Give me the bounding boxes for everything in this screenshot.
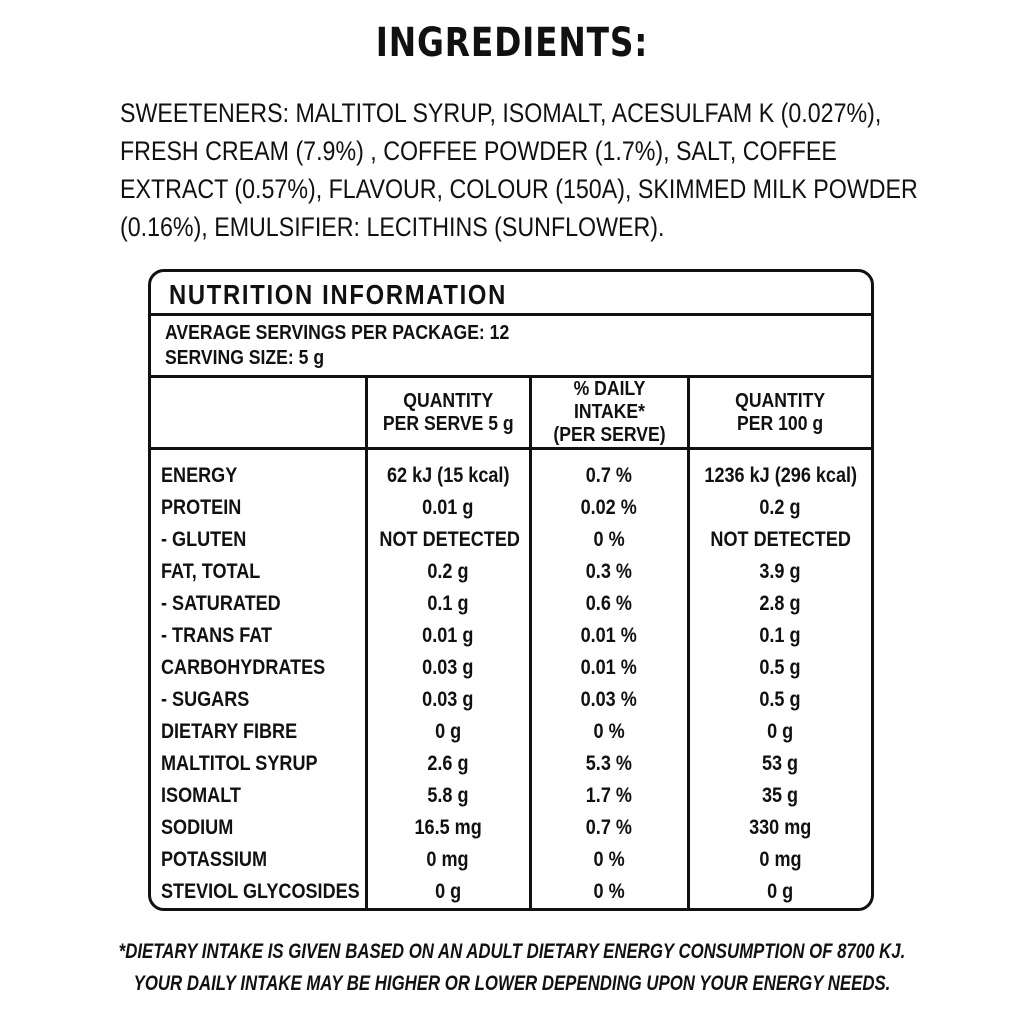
table-row [151,876,871,911]
table-row [151,844,871,876]
nutrient-label: CARBOHYDRATES [161,656,326,679]
per-100g-value: 53 g [688,748,871,780]
table-row [151,588,871,620]
daily-intake-value: 0.6 % [530,588,688,620]
nutrient-label: ENERGY [161,464,238,487]
per-serve-value: 0.2 g [366,556,530,588]
nutrient-label: STEVIOL GLYCOSIDES [161,880,360,903]
nutrition-panel-title: NUTRITION INFORMATION [151,272,871,316]
servings-per-package: AVERAGE SERVINGS PER PACKAGE: 12 [165,322,510,344]
daily-intake-value: 0 % [530,716,688,748]
header-blank [151,378,366,449]
footnote [0,936,1024,1000]
table-row [151,780,871,812]
nutrient-label: FAT, TOTAL [161,560,261,583]
daily-intake-value: 0.01 % [530,652,688,684]
serving-info [151,316,871,378]
per-serve-value: 2.6 g [366,748,530,780]
per-serve-value: 62 kJ (15 kcal) [366,449,530,493]
table-row [151,684,871,716]
per-100g-value: NOT DETECTED [688,524,871,556]
serving-size: SERVING SIZE: 5 g [165,347,325,369]
table-row [151,492,871,524]
table-row [151,812,871,844]
per-100g-value: 0.5 g [688,684,871,716]
per-serve-value: 0 mg [366,844,530,876]
per-serve-value: 0.01 g [366,620,530,652]
table-row [151,620,871,652]
table-row [151,449,871,493]
nutrient-label: - SUGARS [161,688,250,711]
per-serve-value: NOT DETECTED [366,524,530,556]
per-100g-value: 3.9 g [688,556,871,588]
header-per-serve: QUANTITY PER SERVE 5 g [366,378,530,449]
per-100g-value: 330 mg [688,812,871,844]
table-row [151,556,871,588]
nutrient-label: PROTEIN [161,496,242,519]
nutrient-label: POTASSIUM [161,848,268,871]
nutrition-rows [151,449,871,912]
ingredients-line: (0.16%), EMULSIFIER: LECITHINS (SUNFLOWER). [120,212,665,242]
per-100g-value: 0.5 g [688,652,871,684]
per-serve-value: 16.5 mg [366,812,530,844]
nutrition-table [151,378,871,911]
ingredients-line: EXTRACT (0.57%), FLAVOUR, COLOUR (150A), SKIMMED MILK POWDER [120,174,918,204]
ingredients-list [120,94,989,246]
per-100g-value: 0 mg [688,844,871,876]
per-100g-value: 0 g [688,716,871,748]
daily-intake-value: 1.7 % [530,780,688,812]
per-serve-value: 0.1 g [366,588,530,620]
per-serve-value: 0 g [366,876,530,911]
nutrient-label: DIETARY FIBRE [161,720,298,743]
per-100g-value: 1236 kJ (296 kcal) [688,449,871,493]
daily-intake-value: 0.02 % [530,492,688,524]
per-100g-value: 0.1 g [688,620,871,652]
nutrient-label: - GLUTEN [161,528,247,551]
table-header-row [151,378,871,449]
per-serve-value: 0 g [366,716,530,748]
daily-intake-value: 0.01 % [530,620,688,652]
nutrient-label: - SATURATED [161,592,281,615]
table-row [151,524,871,556]
nutrient-label: MALTITOL SYRUP [161,752,318,775]
footnote-line: YOUR DAILY INTAKE MAY BE HIGHER OR LOWER DEPENDING UPON YOUR ENERGY NEEDS. [133,972,891,995]
per-100g-value: 0 g [688,876,871,911]
nutrient-label: ISOMALT [161,784,241,807]
table-row [151,716,871,748]
header-daily-intake: % DAILY INTAKE* (PER SERVE) [530,378,688,449]
footnote-line: *DIETARY INTAKE IS GIVEN BASED ON AN ADULT DIETARY ENERGY CONSUMPTION OF 8700 KJ. [118,940,906,963]
nutrient-label: SODIUM [161,816,234,839]
nutrient-label: - TRANS FAT [161,624,273,647]
daily-intake-value: 0 % [530,844,688,876]
nutrition-panel [148,269,874,911]
ingredients-heading: INGREDIENTS: [375,20,649,66]
per-serve-value: 0.01 g [366,492,530,524]
daily-intake-value: 0.03 % [530,684,688,716]
header-per-100g: QUANTITY PER 100 g [688,378,871,449]
per-serve-value: 5.8 g [366,780,530,812]
table-row [151,748,871,780]
ingredients-line: FRESH CREAM (7.9%) , COFFEE POWDER (1.7%), SALT, COFFEE [120,136,837,166]
daily-intake-value: 0 % [530,876,688,911]
per-100g-value: 35 g [688,780,871,812]
daily-intake-value: 0.7 % [530,449,688,493]
ingredients-line: SWEETENERS: MALTITOL SYRUP, ISOMALT, ACESULFAM K (0.027%), [120,98,882,128]
per-100g-value: 2.8 g [688,588,871,620]
per-100g-value: 0.2 g [688,492,871,524]
table-row [151,652,871,684]
per-serve-value: 0.03 g [366,684,530,716]
daily-intake-value: 5.3 % [530,748,688,780]
daily-intake-value: 0.3 % [530,556,688,588]
daily-intake-value: 0.7 % [530,812,688,844]
daily-intake-value: 0 % [530,524,688,556]
per-serve-value: 0.03 g [366,652,530,684]
